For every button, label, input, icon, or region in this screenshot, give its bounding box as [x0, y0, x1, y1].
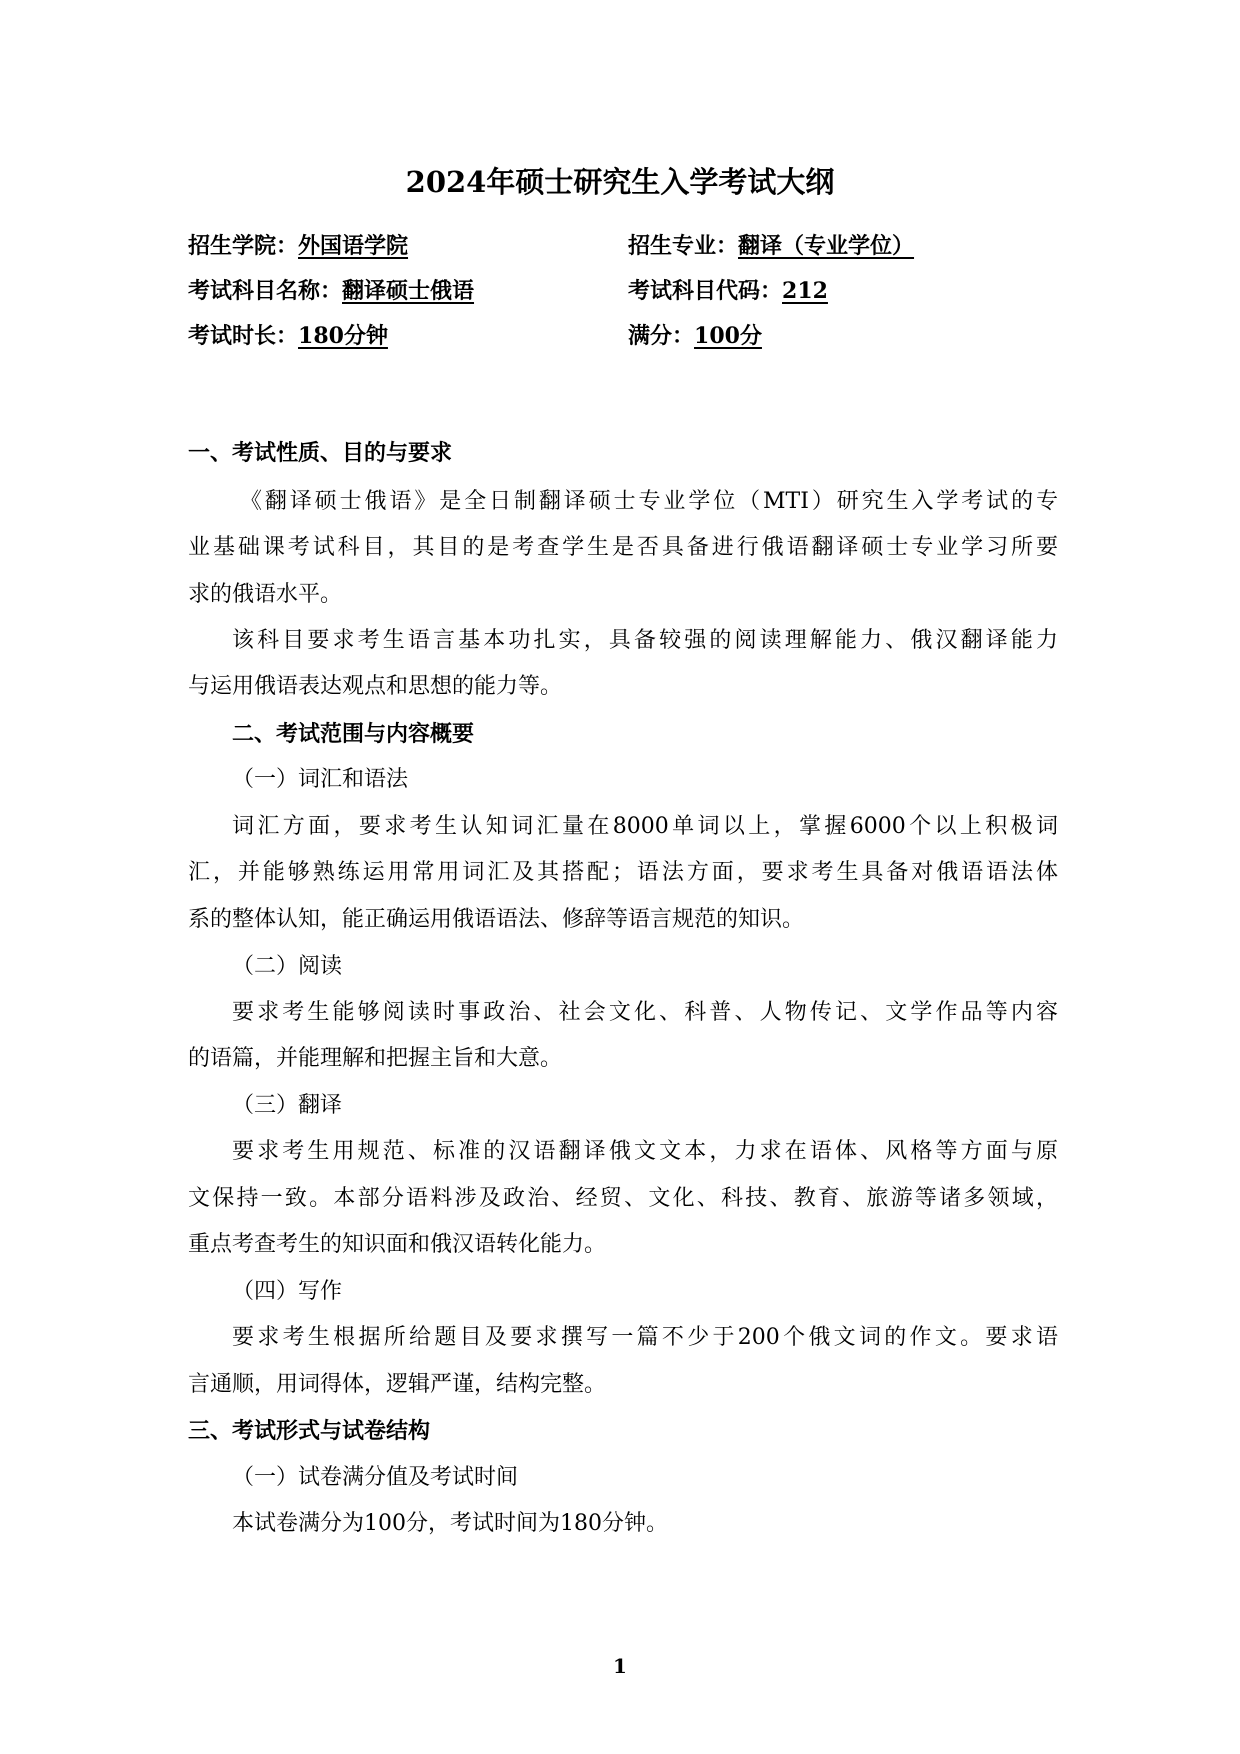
section-heading-3: 三、考试形式与试卷结构: [188, 1418, 431, 1444]
paragraph-line: 求的俄语水平。: [188, 582, 343, 607]
meta-duration: [188, 320, 388, 352]
meta-college-label: 招生学院：: [188, 233, 299, 259]
paragraph-line: 重点考查考生的知识面和俄汉语转化能力。: [188, 1232, 607, 1257]
subsection-heading: （四）写作: [232, 1279, 343, 1304]
meta-row-duration-score: [188, 320, 1068, 352]
subsection-heading: （二）阅读: [232, 954, 343, 979]
meta-row-subject: [188, 275, 1068, 307]
paragraph-line: 要求考生根据所给题目及要求撰写一篇不少于200个俄文词的作文。要求语: [232, 1325, 1058, 1350]
meta-college: [188, 230, 408, 262]
meta-duration-value: 180分钟: [298, 323, 388, 349]
paragraph-line: 该科目要求考生语言基本功扎实，具备较强的阅读理解能力、俄汉翻译能力: [232, 628, 1058, 653]
paragraph-line: 要求考生能够阅读时事政治、社会文化、科普、人物传记、文学作品等内容: [232, 1000, 1058, 1025]
meta-subject-code: [628, 275, 828, 307]
meta-duration-label: 考试时长：: [188, 323, 299, 349]
section-heading-2: 二、考试范围与内容概要: [232, 721, 475, 747]
meta-subject-name-value: 翻译硕士俄语: [342, 278, 475, 304]
meta-major: [628, 230, 914, 262]
paragraph-line: 词汇方面，要求考生认知词汇量在8000单词以上，掌握6000个以上积极词: [232, 814, 1058, 839]
paragraph-line: 系的整体认知，能正确运用俄语语法、修辞等语言规范的知识。: [188, 907, 805, 932]
paragraph-line: 业基础课考试科目，其目的是考查学生是否具备进行俄语翻译硕士专业学习所要: [188, 535, 1058, 560]
meta-major-value: 翻译（专业学位）: [738, 233, 915, 259]
subsection-heading: （一）词汇和语法: [232, 767, 409, 792]
meta-major-label: 招生专业：: [628, 233, 739, 259]
meta-college-value: 外国语学院: [298, 233, 409, 259]
paragraph-line: 本试卷满分为100分，考试时间为180分钟。: [232, 1511, 668, 1536]
subsection-heading: （一）试卷满分值及考试时间: [232, 1465, 519, 1490]
meta-full-score-label: 满分：: [628, 323, 695, 349]
subsection-heading: （三）翻译: [232, 1093, 343, 1118]
paragraph-line: 与运用俄语表达观点和思想的能力等。: [188, 674, 563, 699]
paragraph-line: 文保持一致。本部分语料涉及政治、经贸、文化、科技、教育、旅游等诸多领域，: [188, 1186, 1058, 1211]
paragraph-line: 要求考生用规范、标准的汉语翻译俄文文本，力求在语体、风格等方面与原: [232, 1139, 1058, 1164]
meta-subject-name: [188, 275, 474, 307]
paragraph-line: 汇，并能够熟练运用常用词汇及其搭配；语法方面，要求考生具备对俄语语法体: [188, 860, 1058, 885]
page-number: 1: [613, 1654, 627, 1678]
meta-subject-code-label: 考试科目代码：: [628, 278, 783, 304]
paragraph-line: 言通顺，用词得体，逻辑严谨，结构完整。: [188, 1372, 607, 1397]
meta-subject-code-value: 212: [782, 278, 828, 304]
paragraph-line: 的语篇，并能理解和把握主旨和大意。: [188, 1046, 563, 1071]
paragraph-line: 《翻译硕士俄语》是全日制翻译硕士专业学位（MTI）研究生入学考试的专: [240, 489, 1058, 514]
page-title: 2024年硕士研究生入学考试大纲: [405, 165, 835, 199]
meta-full-score-value: 100分: [694, 323, 762, 349]
meta-subject-name-label: 考试科目名称：: [188, 278, 343, 304]
section-heading-1: 一、考试性质、目的与要求: [188, 440, 453, 466]
meta-row-college-major: [188, 230, 1068, 262]
meta-full-score: [628, 320, 762, 352]
